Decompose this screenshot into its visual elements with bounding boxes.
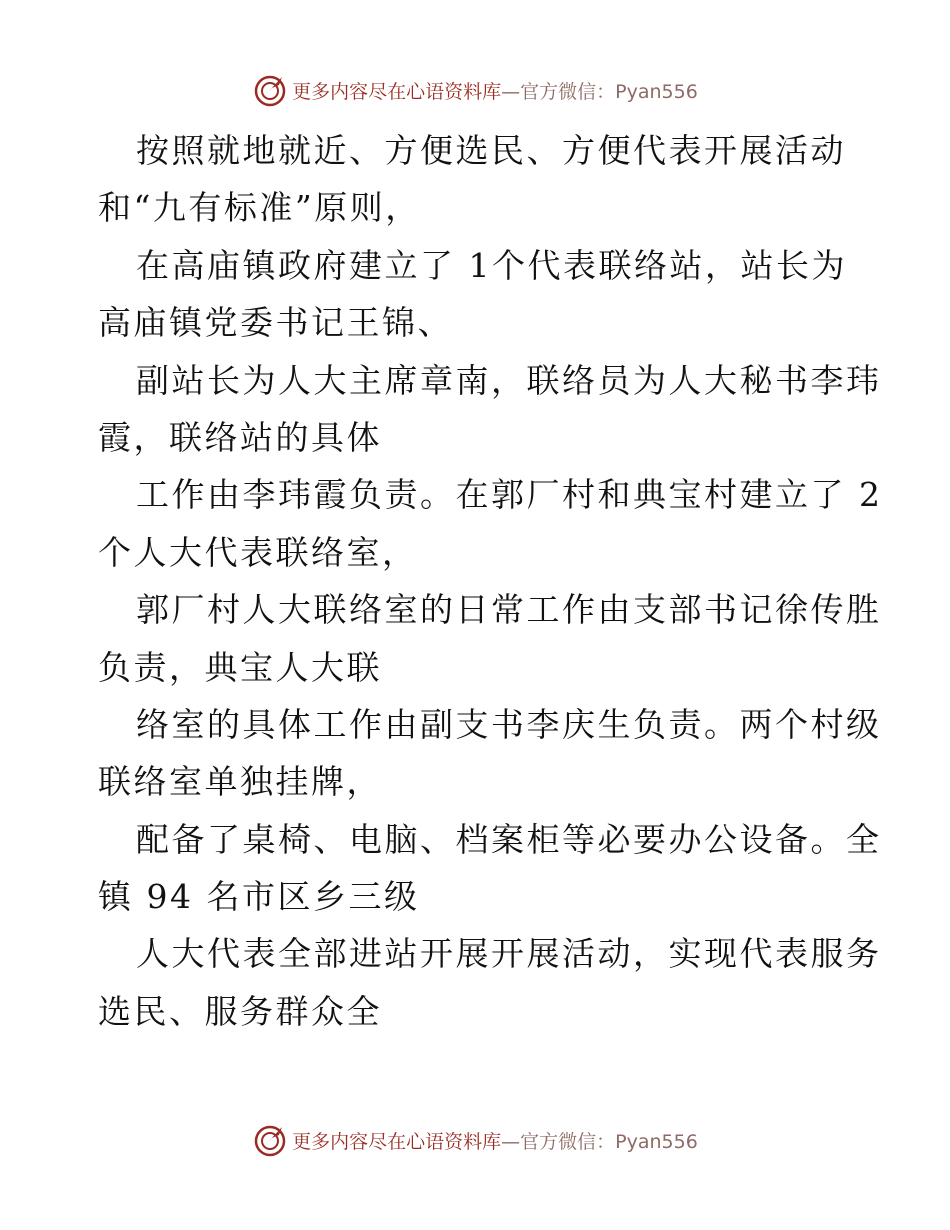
paragraph-line: 工作由李玮霞负责。在郭厂村和典宝村建立了 2 — [136, 475, 883, 515]
paragraph-line: 郭厂村人大联络室的日常工作由支部书记徐传胜 — [136, 590, 882, 630]
quill-seal-icon — [252, 72, 288, 108]
quill-seal-icon — [252, 1122, 288, 1158]
banner-wechat-text: 官方微信：Pyan556 — [520, 80, 698, 103]
banner-separator: — — [501, 80, 521, 103]
paragraph-line: 高庙镇党委书记王锦、 — [98, 303, 453, 343]
paragraph-line: 配备了桌椅、电脑、档案柜等必要办公设备。全 — [136, 819, 882, 859]
paragraph-line: 和“九有标准”原则， — [98, 188, 421, 228]
banner-separator: — — [501, 1130, 521, 1153]
paragraph-line: 个人大代表联络室， — [98, 532, 418, 572]
document-body — [98, 122, 883, 1040]
banner-main-text: 更多内容尽在心语资料库 — [292, 1130, 502, 1153]
paragraph-line: 镇 94 名市区乡三级 — [98, 877, 420, 917]
banner-main-text: 更多内容尽在心语资料库 — [292, 80, 502, 103]
paragraph-line: 霞，联络站的具体 — [98, 417, 382, 457]
banner-wechat-text: 官方微信：Pyan556 — [520, 1130, 698, 1153]
paragraph-line: 副站长为人大主席章南，联络员为人大秘书李玮 — [136, 360, 882, 400]
paragraph-line: 人大代表全部进站开展开展活动，实现代表服务 — [136, 934, 882, 974]
footer-banner — [0, 1120, 950, 1160]
paragraph-line: 负责，典宝人大联 — [98, 647, 382, 687]
paragraph-line: 按照就地就近、方便选民、方便代表开展活动 — [136, 131, 846, 170]
paragraph-line: 联络室单独挂牌， — [98, 762, 382, 802]
paragraph-line: 在高庙镇政府建立了 1个代表联络站，站长为 — [136, 245, 847, 285]
header-banner — [0, 70, 950, 110]
paragraph-line: 络室的具体工作由副支书李庆生负责。两个村级 — [136, 704, 882, 744]
paragraph-line: 选民、服务群众全 — [98, 991, 382, 1031]
